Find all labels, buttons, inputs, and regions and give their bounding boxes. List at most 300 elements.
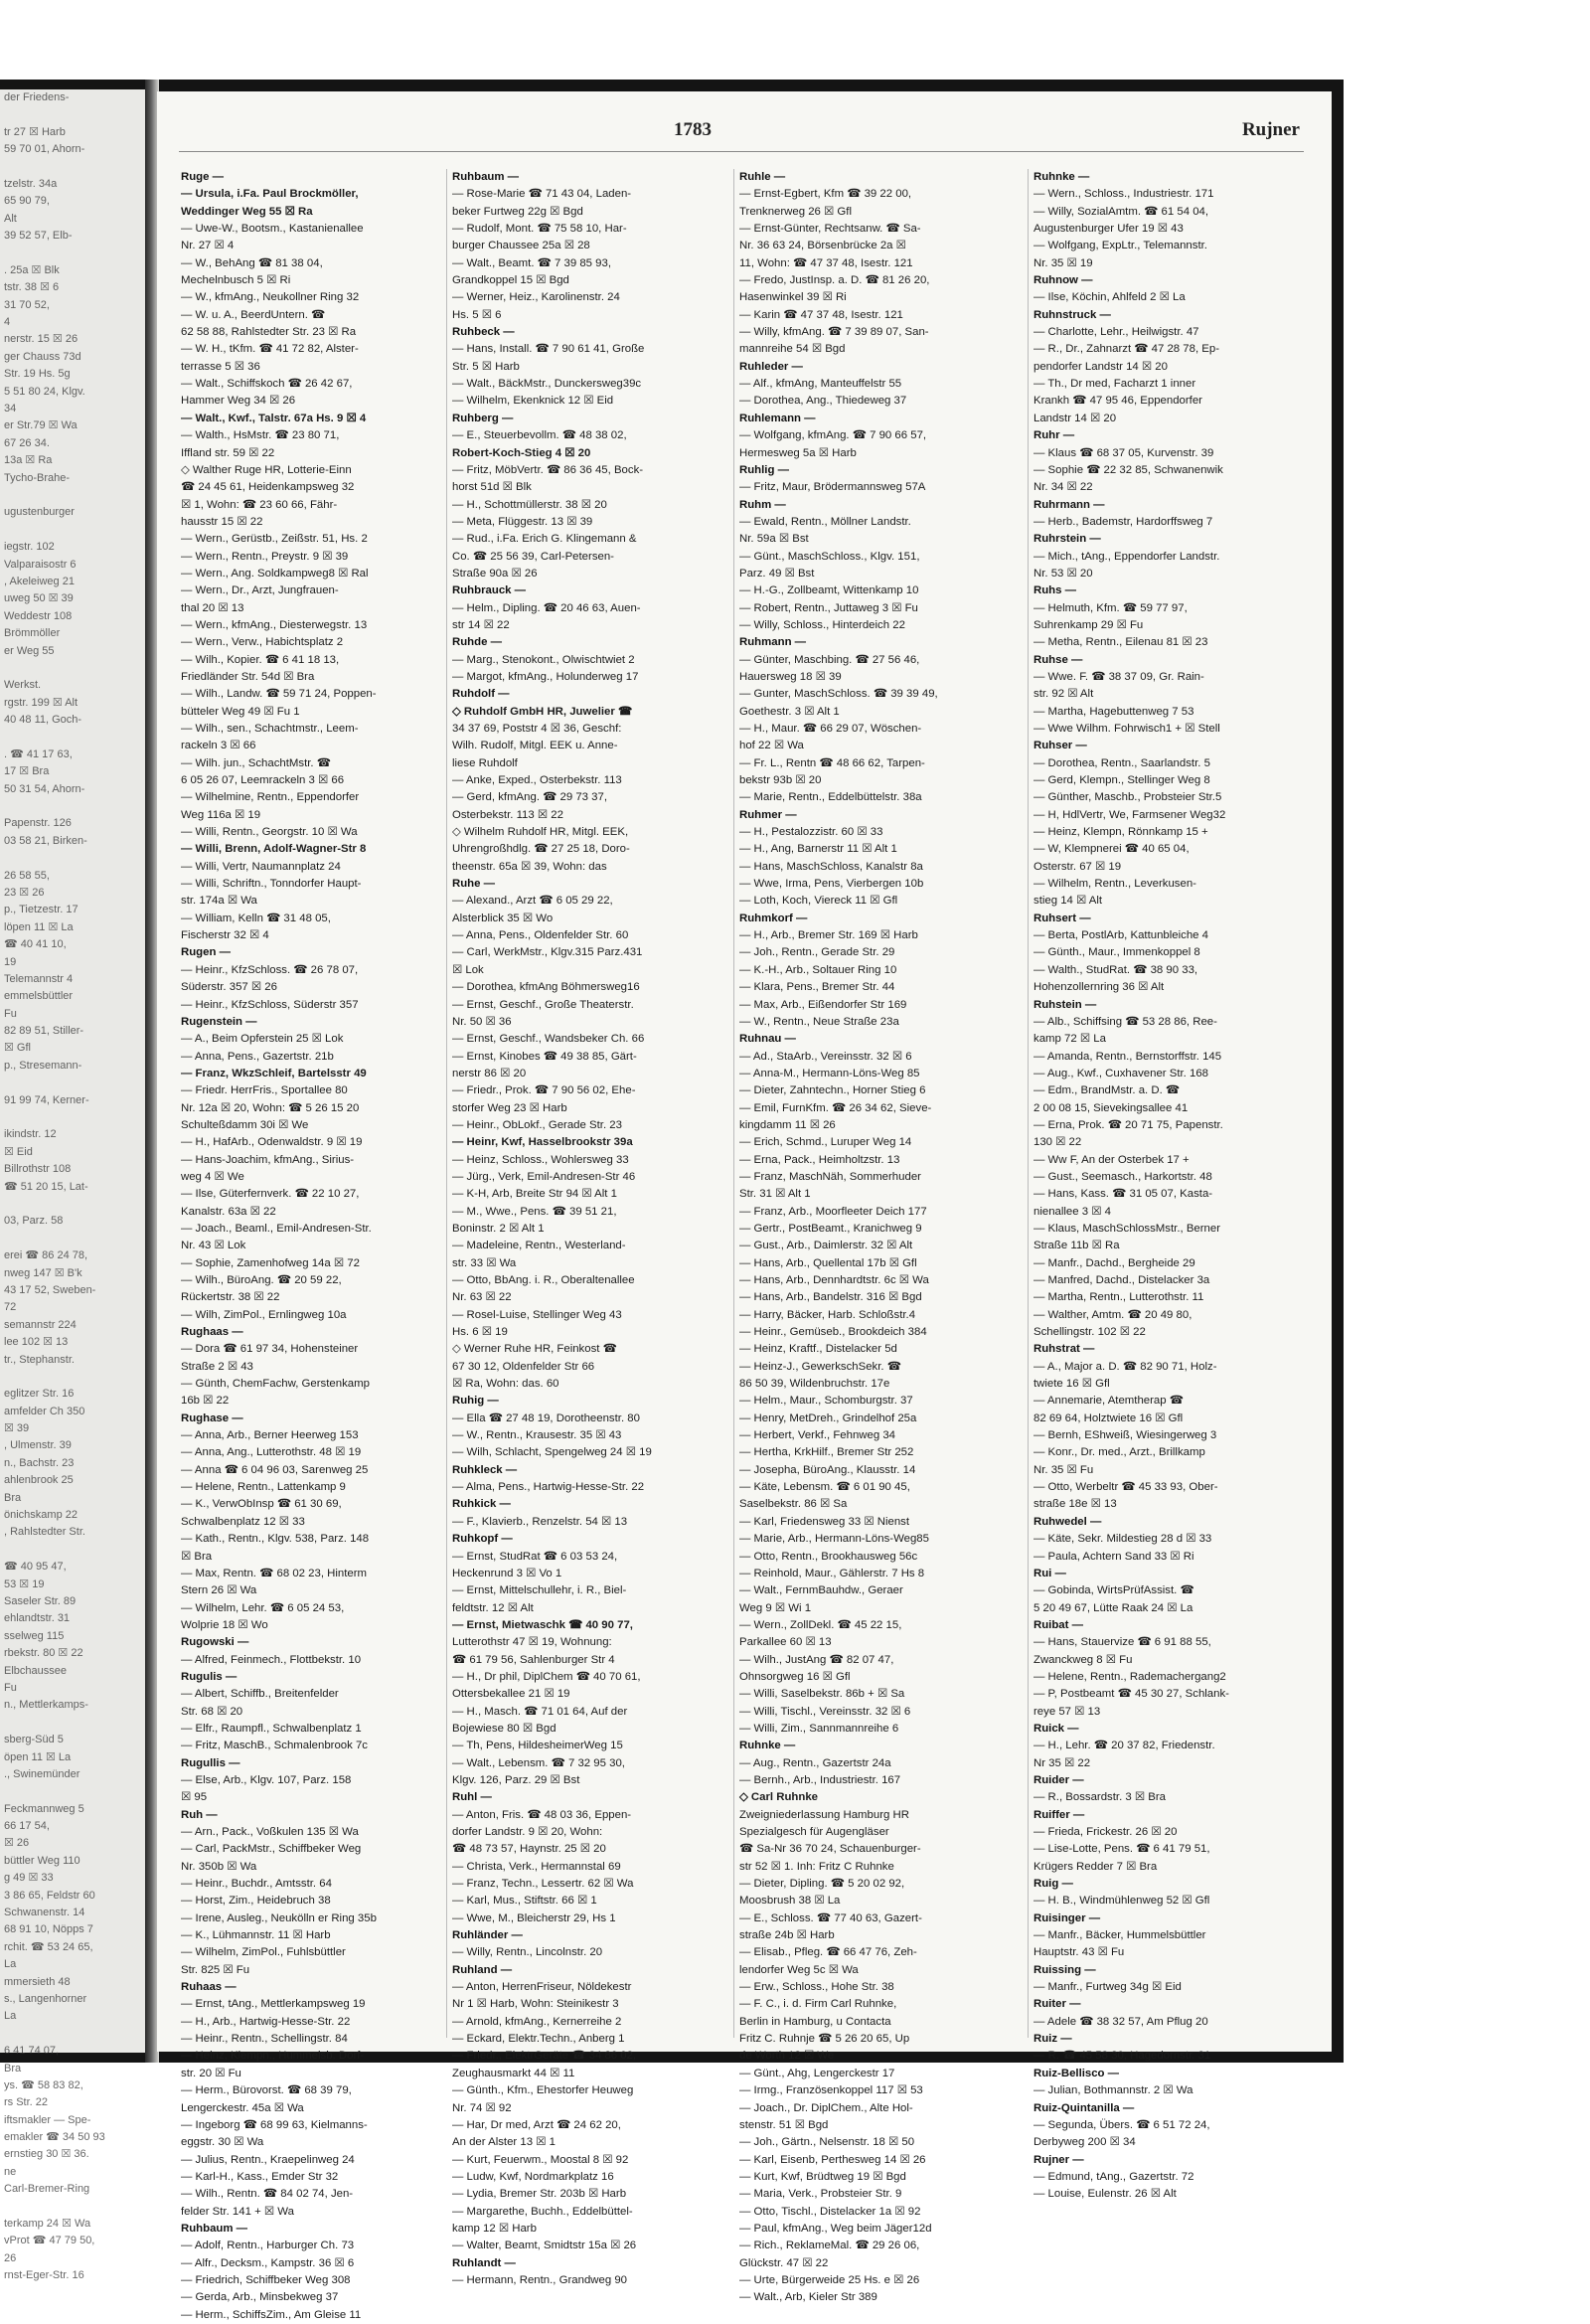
left-page-line: n., Bachstr. 23: [4, 1456, 75, 1469]
surname-heading: Ruiz —: [1034, 2033, 1072, 2046]
left-page-line: [0, 1715, 147, 1732]
left-page-line: 50 31 54, Ahorn-: [4, 782, 85, 795]
directory-entry-line: ☎ 48 73 57, Haynstr. 25 ☒ 20: [452, 1843, 606, 1856]
directory-entry-line: — Kurt, Feuerwm., Moostal 8 ☒ 92: [452, 2153, 629, 2166]
directory-entry-line: — Wilh., Kopier. ☎ 6 41 18 13,: [181, 653, 340, 666]
directory-entry-line: nerstr 86 ☒ 20: [452, 1067, 527, 1079]
directory-entry-line: — Manfr., Bäcker, Hummelsbüttler: [1034, 1929, 1206, 1942]
directory-entry-line: stenstr. 51 ☒ Bgd: [739, 2118, 829, 2131]
surname-heading: Ruhbaum —: [452, 171, 520, 183]
directory-entry-line: Nr. 59a ☒ Bst: [739, 533, 809, 546]
directory-entry-line: — Bernh., Arb., Industriestr. 167: [739, 1773, 901, 1786]
directory-entry-line: Derbyweg 200 ☒ 34: [1034, 2136, 1136, 2149]
left-page-line: ☒ 26: [4, 1837, 30, 1850]
directory-entry-line: — H., Arb., Hartwig-Hesse-Str. 22: [181, 2015, 351, 2028]
left-page-line: , Rahlstedter Str.: [4, 1526, 85, 1539]
directory-entry-line: Nr. 12a ☒ 20, Wohn: ☎ 5 26 15 20: [181, 1101, 360, 1114]
directory-entry-line: — Wilh. jun., SchachtMstr. ☎: [181, 756, 331, 769]
directory-entry-line: felder Str. 141 + ☒ Wa: [181, 2205, 294, 2218]
directory-entry-line: — Lise-Lotte, Pens. ☎ 6 41 79 51,: [1034, 1843, 1210, 1856]
directory-entry-line: — Bernh, EShweiß, Wiesingerweg 3: [1034, 1429, 1217, 1442]
left-page-line: 40 48 11, Goch-: [4, 714, 82, 727]
left-page-line: er Weg 55: [4, 644, 55, 657]
surname-heading: Ruiter —: [1034, 1998, 1081, 2011]
directory-entry-line: — Ernst, Geschf., Große Theaterstr.: [452, 998, 634, 1011]
surname-heading: Ruhr —: [1034, 429, 1075, 442]
directory-entry-line: Str. 825 ☒ Fu: [181, 1963, 250, 1976]
directory-entry-line: — Ernst, StudRat ☎ 6 03 53 24,: [452, 1550, 618, 1563]
directory-entry-line: — Walth., HsMstr. ☎ 23 80 71,: [181, 429, 340, 442]
surname-heading: Ruhleder —: [739, 360, 803, 373]
left-page-line: ., Swinemünder: [4, 1767, 80, 1780]
directory-entry-line: 6 05 26 07, Leemrackeln 3 ☒ 66: [181, 774, 345, 787]
directory-entry-line: — Robert, Rentn., Juttaweg 3 ☒ Fu: [739, 601, 918, 614]
directory-entry-line: — Anton, Fris. ☎ 48 03 36, Eppen-: [452, 1808, 632, 1821]
directory-entry-line: Alsterblick 35 ☒ Wo: [452, 912, 554, 924]
left-page-line: semannstr 224: [4, 1318, 77, 1331]
left-page-line: ger Chauss 73d: [4, 350, 81, 363]
left-page-line: [0, 729, 147, 746]
left-page-line: tzelstr. 34a: [4, 177, 58, 190]
directory-entry-line: — Helm., Dipling. ☎ 20 46 63, Auen-: [452, 601, 641, 614]
surname-heading: Ruhwedel —: [1034, 1515, 1102, 1528]
directory-entry-line: — Edmund, tAng., Gazertstr. 72: [1034, 2170, 1194, 2183]
directory-entry-line: — Günt., Ahg, Lengerckestr 17: [739, 2067, 895, 2079]
left-page-line: ☎ 40 95 47,: [4, 1561, 67, 1574]
directory-column-3: [739, 169, 1024, 2304]
directory-entry-line: — Hertha, KrkHilf., Bremer Str 252: [739, 1446, 914, 1459]
left-page-line: ☎ 40 41 10,: [4, 938, 67, 951]
directory-entry-line: Nr. 36 63 24, Börsenbrücke 2a ☒: [739, 240, 906, 252]
directory-entry-line: — Käte, Sekr. Mildestieg 28 d ☒ 33: [1034, 1533, 1212, 1546]
directory-entry-line: Bojewiese 80 ☒ Bgd: [452, 1722, 556, 1735]
directory-entry-line: — Amanda, Rentn., Bernstorffstr. 145: [1034, 1050, 1222, 1063]
directory-entry-line: — Sophie, Zamenhofweg 14a ☒ 72: [181, 1256, 360, 1269]
left-page-line: [0, 798, 147, 815]
directory-entry-line: — R. ☎ 45 58 30, Hagedornstr. 31: [1034, 2050, 1211, 2063]
directory-entry-line: Str. 5 ☒ Harb: [452, 360, 520, 373]
directory-entry-line: — Wern., Verw., Habichtsplatz 2: [181, 636, 344, 649]
left-page-line: 59 70 01, Ahorn-: [4, 143, 85, 156]
directory-entry-line: — Gertr., PostBeamt., Kranichweg 9: [739, 1222, 922, 1235]
directory-entry-line: str 14 ☒ 22: [452, 618, 510, 631]
directory-entry-line: ☒ 95: [181, 1791, 208, 1804]
directory-entry-line: — Hans, Stauervize ☎ 6 91 88 55,: [1034, 1636, 1211, 1649]
directory-entry-line: — Frieda, Frickestr. 26 ☒ 20: [1034, 1826, 1178, 1838]
surname-heading: Ruhse —: [1034, 653, 1083, 666]
directory-entry-line: — Otto, Tischl., Distelacker 1a ☒ 92: [739, 2205, 921, 2218]
directory-column-2: [452, 169, 728, 2286]
directory-entry-line: — Gust., Arb., Daimlerstr. 32 ☒ Alt: [739, 1240, 913, 1252]
directory-entry-line: Fritz C. Ruhnje ☎ 5 26 20 65, Up: [739, 2033, 910, 2046]
left-page-line: ☒ Gfl: [4, 1042, 31, 1055]
directory-entry-line: — Wern., Gerüstb., Zeißstr. 51, Hs. 2: [181, 533, 368, 546]
directory-entry-line: — William, Kelln ☎ 31 48 05,: [181, 912, 331, 924]
directory-entry-line: Fischerstr 32 ☒ 4: [181, 929, 269, 942]
surname-heading: Ruhdolf —: [452, 688, 510, 701]
directory-entry-line: Nr. 63 ☒ 22: [452, 1291, 512, 1304]
directory-entry-line: — Franz, Arb., Moorfleeter Deich 177: [739, 1205, 927, 1218]
left-page-line: [0, 106, 147, 123]
directory-page: [157, 91, 1332, 2321]
directory-entry-line: — Herm., SchiffsZim., Am Gleise 11: [181, 2308, 362, 2321]
directory-entry-line: rackeln 3 ☒ 66: [181, 740, 256, 752]
left-page-line: vProt ☎ 47 79 50,: [4, 2235, 95, 2247]
left-page-line: 91 99 74, Kerner-: [4, 1093, 89, 1106]
directory-entry-line: — Günth., Kfm., Ehestorfer Heuweg: [452, 2084, 634, 2097]
left-page-line: Weddestr 108: [4, 609, 73, 622]
left-page-line: 66 17 54,: [4, 1820, 50, 1833]
directory-entry-line: — Wwe Wilhm. Fohrwisch1 + ☒ Stell: [1034, 723, 1220, 735]
directory-entry-line: Zweigniederlassung Hamburg HR: [739, 1808, 909, 1821]
directory-entry-line: — Kurt, Kwf, Brüdtweg 19 ☒ Bgd: [739, 2170, 906, 2183]
directory-entry-line: — Erw., Schloss., Hohe Str. 38: [739, 1981, 894, 1994]
directory-entry-line: Straße 11b ☒ Ra: [1034, 1240, 1120, 1252]
directory-entry-line: — Alfr., Decksm., Kampstr. 36 ☒ 6: [181, 2256, 355, 2269]
directory-entry-line: — K-H, Arb, Breite Str 94 ☒ Alt 1: [452, 1188, 617, 1201]
directory-entry-line: — H., Ang, Barnerstr 11 ☒ Alt 1: [739, 843, 897, 856]
directory-entry-line: — Hans, Arb., Bandelstr. 316 ☒ Bgd: [739, 1291, 922, 1304]
left-page-line: 23 ☒ 26: [4, 886, 45, 899]
directory-entry-line: — Heinr., KfzSchloss. ☎ 26 78 07,: [181, 963, 359, 976]
surname-heading: Ruhmkorf —: [739, 912, 808, 924]
surname-heading: Ruge —: [181, 171, 225, 183]
surname-heading: Ruhlig —: [739, 463, 789, 476]
left-page-line: ernstieg 30 ☒ 36.: [4, 2148, 89, 2161]
directory-entry-line: Hauersweg 18 ☒ 39: [739, 670, 842, 683]
directory-entry-line: Trenknerweg 26 ☒ Gfl: [739, 205, 852, 218]
directory-entry-line: — H., Masch. ☎ 71 01 64, Auf der: [452, 1705, 628, 1718]
directory-entry-line: str. 33 ☒ Wa: [452, 1256, 517, 1269]
directory-entry-line: feldtstr. 12 ☒ Alt: [452, 1601, 534, 1614]
directory-entry-line: — Christa, Verk., Hermannstal 69: [452, 1860, 621, 1873]
directory-entry-line: Nr. 43 ☒ Lok: [181, 1240, 246, 1252]
left-page-line: Alt: [4, 212, 17, 225]
directory-entry-line: str. 174a ☒ Wa: [181, 895, 257, 908]
directory-entry-line: — Harry, Bäcker, Harb. Schloßstr.4: [739, 1308, 916, 1321]
left-page-line: eglitzer Str. 16: [4, 1388, 75, 1401]
directory-entry-line: — Heinr., Gemüseb., Brookdeich 384: [739, 1326, 927, 1339]
left-page-line: [0, 1231, 147, 1247]
left-page-line: p., Stresemann-: [4, 1059, 82, 1072]
surname-heading: Ruhaas —: [181, 1981, 237, 1994]
directory-entry-line: — Rudolf, Mont. ☎ 75 58 10, Har-: [452, 223, 627, 236]
directory-entry-line: — Walther, Amtm. ☎ 20 49 80,: [1034, 1308, 1192, 1321]
left-page-line: Fu: [4, 1681, 17, 1694]
directory-entry-line: Ottersbekallee 21 ☒ 19: [452, 1688, 570, 1701]
directory-entry-line: — Willy, kfmAng. ☎ 7 39 89 07, San-: [739, 326, 929, 339]
left-page-line: sberg-Süd 5: [4, 1734, 64, 1746]
surname-heading: Ruhnstruck —: [1034, 308, 1111, 321]
directory-entry-line: — H., Schottmüllerstr. 38 ☒ 20: [452, 498, 607, 511]
directory-entry-line: — Willy, SozialAmtm. ☎ 61 54 04,: [1034, 205, 1209, 218]
left-page-line: La: [4, 1958, 17, 1971]
directory-entry-line: Wilh. Rudolf, Mitgl. EEK u. Anne-: [452, 740, 618, 752]
directory-entry-line: — Anna, Arb., Berner Heerweg 153: [181, 1429, 359, 1442]
directory-entry-line: Rückertstr. 38 ☒ 22: [181, 1291, 280, 1304]
left-page-line: Elbchaussee: [4, 1664, 67, 1677]
directory-entry-line: Nr 1 ☒ Harb, Wohn: Steinikestr 3: [452, 1998, 619, 2011]
directory-entry-line: — Gust., Seemasch., Harkortstr. 48: [1034, 1170, 1212, 1183]
directory-entry-line: 16b ☒ 22: [181, 1395, 230, 1408]
directory-entry-line: — A., Major a. D. ☎ 82 90 71, Holz-: [1034, 1360, 1217, 1373]
directory-entry-line: — Heinz, Kraftf., Distelacker 5d: [739, 1343, 897, 1356]
left-page-line: rs Str. 22: [4, 2096, 49, 2109]
directory-entry-line: — Dorothea, Ang., Thiedeweg 37: [739, 395, 907, 408]
directory-entry-line: — Alexand., Arzt ☎ 6 05 29 22,: [452, 895, 613, 908]
directory-entry-line: — Dieter, Zahntechn., Horner Stieg 6: [739, 1084, 926, 1097]
directory-entry-line: — Julius, Rentn., Kraepelinweg 24: [181, 2153, 355, 2166]
left-page-line: 5 51 80 24, Klgv.: [4, 385, 85, 398]
directory-entry-line: — Wilhelm, Rentn., Leverkusen-: [1034, 878, 1196, 891]
surname-heading: Rugen —: [181, 946, 231, 959]
directory-entry-line: Grandkoppel 15 ☒ Bgd: [452, 274, 569, 287]
left-page-line: 67 26 34.: [4, 436, 50, 449]
directory-entry-line: Süderstr. 357 ☒ 26: [181, 981, 277, 994]
left-page-line: 26 58 55,: [4, 869, 50, 882]
directory-entry-line: Stern 26 ☒ Wa: [181, 1584, 257, 1597]
directory-entry-line: — W., kfmAng., Neukollner Ring 32: [181, 291, 360, 304]
left-page-line: 17 ☒ Bra: [4, 765, 50, 778]
directory-entry-line: storfer Weg 23 ☒ Harb: [452, 1101, 567, 1114]
directory-entry-line: — Rose-Marie ☎ 71 43 04, Laden-: [452, 188, 632, 201]
directory-entry-line: — Charlotte, Lehr., Heilwigstr. 47: [1034, 326, 1199, 339]
left-page-line: emmelsbüttler: [4, 990, 74, 1003]
directory-entry-line: mannreihe 54 ☒ Bgd: [739, 343, 846, 356]
header-rule: [179, 151, 1304, 152]
directory-entry-line: — Walth., StudRat. ☎ 38 90 33,: [1034, 963, 1198, 976]
surname-heading: Rugulis —: [181, 1670, 238, 1683]
directory-entry-line: — Rich., ReklameMal. ☎ 29 26 06,: [739, 2240, 920, 2252]
left-page-line: sselweg 115: [4, 1629, 65, 1642]
directory-entry-line: Str. 31 ☒ Alt 1: [739, 1188, 811, 1201]
directory-entry-line: — Klaus ☎ 68 37 05, Kurvenstr. 39: [1034, 446, 1214, 459]
directory-entry-line: burger Chaussee 25a ☒ 28: [452, 240, 590, 252]
directory-entry-line: — Ww F, An der Osterbek 17 +: [1034, 1153, 1190, 1166]
directory-entry-line: — Dieter, Dipling. ☎ 5 20 02 92,: [739, 1878, 905, 1891]
directory-entry-line: — Henry, MetDreh., Grindelhof 25a: [739, 1411, 917, 1424]
surname-heading: Ruhnau —: [739, 1033, 796, 1046]
directory-entry-line: — Max, Rentn. ☎ 68 02 23, Hinterm: [181, 1567, 368, 1579]
directory-entry-line: beker Furtweg 22g ☒ Bgd: [452, 205, 583, 218]
directory-entry-line: — Madeleine, Rentn., Westerland-: [452, 1240, 626, 1252]
left-page-line: ys. ☎ 58 83 82,: [4, 2078, 83, 2091]
directory-entry-line: — Heinr, Kwf, Hasselbrookstr 39a: [452, 1136, 633, 1149]
directory-entry-line: — Günter, Maschbing. ☎ 27 56 46,: [739, 653, 920, 666]
directory-entry-line: — Joach., Dr. DiplChem., Alte Hol-: [739, 2101, 913, 2114]
directory-entry-line: Hasenwinkel 39 ☒ Ri: [739, 291, 847, 304]
directory-entry-line: ☒ Bra: [181, 1550, 213, 1563]
directory-entry-line: Landstr 14 ☒ 20: [1034, 412, 1117, 424]
directory-entry-line: — Fritz, MöbVertr. ☎ 86 36 45, Bock-: [452, 463, 644, 476]
directory-entry-line: — Har, Dr med, Arzt ☎ 24 62 20,: [452, 2118, 621, 2131]
left-page-line: 39 52 57, Elb-: [4, 230, 73, 243]
surname-heading: Ruhstein —: [1034, 998, 1097, 1011]
left-page-line: [0, 1369, 147, 1386]
directory-entry-line: — Werner, Heiz., Karolinenstr. 24: [452, 291, 620, 304]
directory-entry-line: — Josepha, BüroAng., Klausstr. 14: [739, 1463, 916, 1476]
directory-entry-line: — Hans, Install. ☎ 7 90 61 41, Große: [452, 343, 645, 356]
directory-entry-line: — Marg., Stenokont., Olwischtwiet 2: [452, 653, 635, 666]
left-page-line: nerstr. 15 ☒ 26: [4, 333, 79, 346]
directory-entry-line: theenstr. 65a ☒ 39, Wohn: das: [452, 860, 607, 873]
surname-heading: Ruhe —: [452, 878, 496, 891]
left-page-line: La: [4, 2010, 17, 2023]
left-page-line: lee 102 ☒ 13: [4, 1336, 69, 1349]
surname-heading: Ruhmer —: [739, 808, 797, 821]
surname-heading: Ruhstrat —: [1034, 1343, 1095, 1356]
directory-entry-line: — H. B., Windmühlenweg 52 ☒ Gfl: [1034, 1895, 1210, 1908]
directory-entry-line: — Friedrich, Schiffbeker Weg 308: [181, 2273, 351, 2286]
left-page-line: 26: [4, 2251, 17, 2264]
directory-entry-line: — Alfred, Feinmech., Flottbekstr. 10: [181, 1653, 362, 1666]
directory-entry-line: — Ernst, Kinobes ☎ 49 38 85, Gärt-: [452, 1050, 637, 1063]
directory-entry-line: — A., Beim Opferstein 25 ☒ Lok: [181, 1033, 344, 1046]
left-page-line: [0, 2199, 147, 2216]
directory-entry-line: — Adele ☎ 38 32 57, Am Pflug 20: [1034, 2015, 1208, 2028]
directory-entry-line: Goethestr. 3 ☒ Alt 1: [739, 705, 840, 718]
directory-entry-line: — Fritz, Maur, Brödermannsweg 57A: [739, 481, 926, 494]
directory-entry-line: Augustenburger Ufer 19 ☒ 43: [1034, 223, 1184, 236]
directory-entry-line: — Wern., Rentn., Preystr. 9 ☒ 39: [181, 550, 349, 563]
directory-entry-line: — Walt., Kwf., Talstr. 67a Hs. 9 ☒ 4: [181, 412, 367, 424]
directory-entry-line: ☒ Lok: [452, 963, 484, 976]
directory-entry-line: — Rud., i.Fa. Erich G. Klingemann &: [452, 533, 637, 546]
directory-entry-line: — Berta, PostlArb, Kattunbleiche 4: [1034, 929, 1209, 942]
directory-entry-line: Hs. 6 ☒ 19: [452, 1326, 508, 1339]
directory-entry-line: — Wolfgang, ExpLtr., Telemannstr.: [1034, 240, 1207, 252]
directory-entry-line: — Wilh., BüroAng. ☎ 20 59 22,: [181, 1274, 342, 1286]
directory-entry-line: — Th., Dr med, Facharzt 1 inner: [1034, 378, 1196, 391]
directory-entry-line: ◇ Ruhdolf GmbH HR, Juwelier ☎: [452, 705, 633, 718]
left-page-line: terkamp 24 ☒ Wa: [4, 2218, 91, 2231]
surname-heading: Ruiz-Quintanilla —: [1034, 2101, 1135, 2114]
directory-entry-line: 82 69 64, Holztwiete 16 ☒ Gfl: [1034, 1411, 1184, 1424]
directory-entry-line: Ohnsorgweg 16 ☒ Gfl: [739, 1670, 851, 1683]
running-head: Rujner: [1241, 119, 1300, 140]
surname-heading: Ruider —: [1034, 1773, 1084, 1786]
directory-entry-line: pendorfer Landstr 14 ☒ 20: [1034, 360, 1168, 373]
directory-entry-line: — Walt., FernmBauhdw., Geraer: [739, 1584, 903, 1597]
directory-entry-line: 2 00 08 15, Sievekingsallee 41: [1034, 1101, 1189, 1114]
directory-entry-line: — Willy, Schloss., Hinterdeich 22: [739, 618, 905, 631]
left-page-line: [0, 2026, 147, 2043]
directory-entry-line: — Dora ☎ 61 97 34, Hohensteiner: [181, 1343, 359, 1356]
directory-entry-line: Suhrenkamp 29 ☒ Fu: [1034, 618, 1144, 631]
surname-heading: Ruhlemann —: [739, 412, 816, 424]
directory-entry-line: — Walter, Beamt, Smidtstr 15a ☒ 26: [452, 2240, 637, 2252]
directory-entry-line: — Manfred, Dachd., Distelacker 3a: [1034, 1274, 1210, 1286]
surname-heading: Ruhberg —: [452, 412, 514, 424]
directory-entry-line: — Wern., ZollDekl. ☎ 45 22 15,: [739, 1618, 902, 1631]
directory-entry-line: — Irmg., Französenkoppel 117 ☒ 53: [739, 2084, 923, 2097]
directory-entry-line: — Wilh, ZimPol., Ernlingweg 10a: [181, 1308, 347, 1321]
directory-entry-line: Krügers Redder 7 ☒ Bra: [1034, 1860, 1158, 1873]
directory-entry-line: — Wilh., Rentn. ☎ 84 02 74, Jen-: [181, 2188, 354, 2201]
left-page-line: [0, 159, 147, 176]
surname-heading: Ruhkleck —: [452, 1463, 518, 1476]
directory-entry-line: — Friedr., ElektrGeräte ☎ 34 86 02,: [452, 2050, 637, 2063]
left-page-line: [0, 1196, 147, 1213]
directory-entry-line: Parkallee 60 ☒ 13: [739, 1636, 832, 1649]
directory-entry-line: Spezialgesch für Augengläser: [739, 1826, 889, 1838]
directory-entry-line: — Gerda, Arb., Minsbekweg 37: [181, 2291, 339, 2304]
directory-entry-line: — Karl, Eisenb, Perthesweg 14 ☒ 26: [739, 2153, 926, 2166]
directory-entry-line: Boninstr. 2 ☒ Alt 1: [452, 1222, 545, 1235]
directory-entry-line: — Uwe-W., Bootsm., Kastanienallee: [181, 223, 364, 236]
surname-heading: Rugenstein —: [181, 1015, 257, 1028]
left-page-line: Bra: [4, 1491, 22, 1504]
directory-entry-line: — Walt., Lebensm. ☎ 7 32 95 30,: [452, 1756, 625, 1769]
directory-entry-line: An der Alster 13 ☒ 1: [452, 2136, 556, 2149]
directory-entry-line: — Günt., MaschSchloss., Klgv. 151,: [739, 550, 920, 563]
directory-entry-line: — Wilh, Schlacht, Spengelweg 24 ☒ 19: [452, 1446, 652, 1459]
left-page-line: ehlandtstr. 31: [4, 1612, 71, 1625]
directory-entry-line: Robert-Koch-Stieg 4 ☒ 20: [452, 446, 591, 459]
directory-entry-line: 34 37 69, Poststr 4 ☒ 36, Geschf:: [452, 723, 622, 735]
left-page-line: 43 17 52, Sweben-: [4, 1283, 96, 1296]
directory-entry-line: Parz. 49 ☒ Bst: [739, 567, 815, 580]
directory-entry-line: — Elisab., Pfleg. ☎ 66 47 76, Zeh-: [739, 1946, 917, 1959]
directory-entry-line: — Arn., Pack., Voßkulen 135 ☒ Wa: [181, 1826, 359, 1838]
surname-heading: Ruh —: [181, 1808, 218, 1821]
directory-entry-line: — Emil, FurnKfm. ☎ 26 34 62, Sieve-: [739, 1101, 932, 1114]
page-header: [157, 119, 1332, 149]
directory-entry-line: — Ernst-Günter, Rechtsanw. ☎ Sa-: [739, 223, 921, 236]
directory-entry-line: — Ursula, i.Fa. Paul Brockmöller,: [181, 188, 359, 201]
surname-heading: Ruhlandt —: [452, 2256, 516, 2269]
left-page-line: Saseler Str. 89: [4, 1594, 77, 1607]
directory-entry-line: bütteler Weg 49 ☒ Fu 1: [181, 705, 300, 718]
directory-entry-line: — Horst, Zim., Heidebruch 38: [181, 1895, 331, 1908]
directory-entry-line: — Herbert, Verkf., Fehnweg 34: [739, 1429, 896, 1442]
left-page-line: Brömmöller: [4, 627, 61, 640]
directory-entry-line: Heckenrund 3 ☒ Vo 1: [452, 1567, 562, 1579]
left-page-line: s., Langenhorner: [4, 1992, 87, 2005]
directory-entry-line: nienallee 3 ☒ 4: [1034, 1205, 1111, 1218]
left-page-line: , Ulmenstr. 39: [4, 1439, 72, 1452]
directory-entry-line: — Heinz-J., GewerkschSekr. ☎: [739, 1360, 901, 1373]
directory-entry-line: Nr 35 ☒ 22: [1034, 1756, 1091, 1769]
surname-heading: Ruiffer —: [1034, 1808, 1085, 1821]
directory-entry-line: — Helene, Rentn., Lattenkamp 9: [181, 1481, 346, 1494]
directory-entry-line: Berlin in Hamburg, u Contacta: [739, 2015, 891, 2028]
directory-entry-line: — K.-H., Arb., Soltauer Ring 10: [739, 963, 897, 976]
directory-entry-line: — Adolf, Rentn., Harburger Ch. 73: [181, 2240, 355, 2252]
directory-entry-line: — Helene, Rentn., Rademachergang2: [1034, 1670, 1226, 1683]
directory-entry-line: — Franz, WkzSchleif, Bartelsstr 49: [181, 1067, 367, 1079]
directory-entry-line: — Urte, Bürgerweide 25 Hs. e ☒ 26: [739, 2273, 920, 2286]
directory-entry-line: — K., Lühmannstr. 11 ☒ Harb: [181, 1929, 331, 1942]
directory-entry-line: — Fritz, MaschB., Schmalenbrook 7c: [181, 1740, 369, 1752]
directory-entry-line: ☒ Ra, Wohn: das. 60: [452, 1378, 559, 1391]
directory-entry-line: — Anton, HerrenFriseur, Nöldekestr: [452, 1981, 632, 1994]
directory-entry-line: Straße 90a ☒ 26: [452, 567, 538, 580]
directory-entry-line: — Otto, Rentn., Brookhausweg 56c: [739, 1550, 918, 1563]
surname-heading: Ruhnke —: [739, 1740, 796, 1752]
directory-entry-line: — Irene, Ausleg., Neukölln er Ring 35b: [181, 1911, 377, 1924]
surname-heading: Ruibat —: [1034, 1618, 1083, 1631]
surname-heading: Ruhm —: [739, 498, 786, 511]
directory-entry-line: — Heinz, Schloss., Wohlersweg 33: [452, 1153, 629, 1166]
directory-entry-line: — Karin ☎ 47 37 48, Isestr. 121: [739, 308, 903, 321]
directory-entry-line: — Walt., BäckMstr., Dunckersweg39c: [452, 378, 642, 391]
directory-entry-line: — Heinz, Klempn, Rönnkamp 15 +: [1034, 826, 1208, 839]
surname-heading: Ruhs —: [1034, 584, 1077, 597]
directory-entry-line: — Fr. L., Rentn ☎ 48 66 62, Tarpen-: [739, 756, 925, 769]
directory-entry-line: — Anna, Pens., Oldenfelder Str. 60: [452, 929, 629, 942]
directory-entry-line: 130 ☒ 22: [1034, 1136, 1082, 1149]
